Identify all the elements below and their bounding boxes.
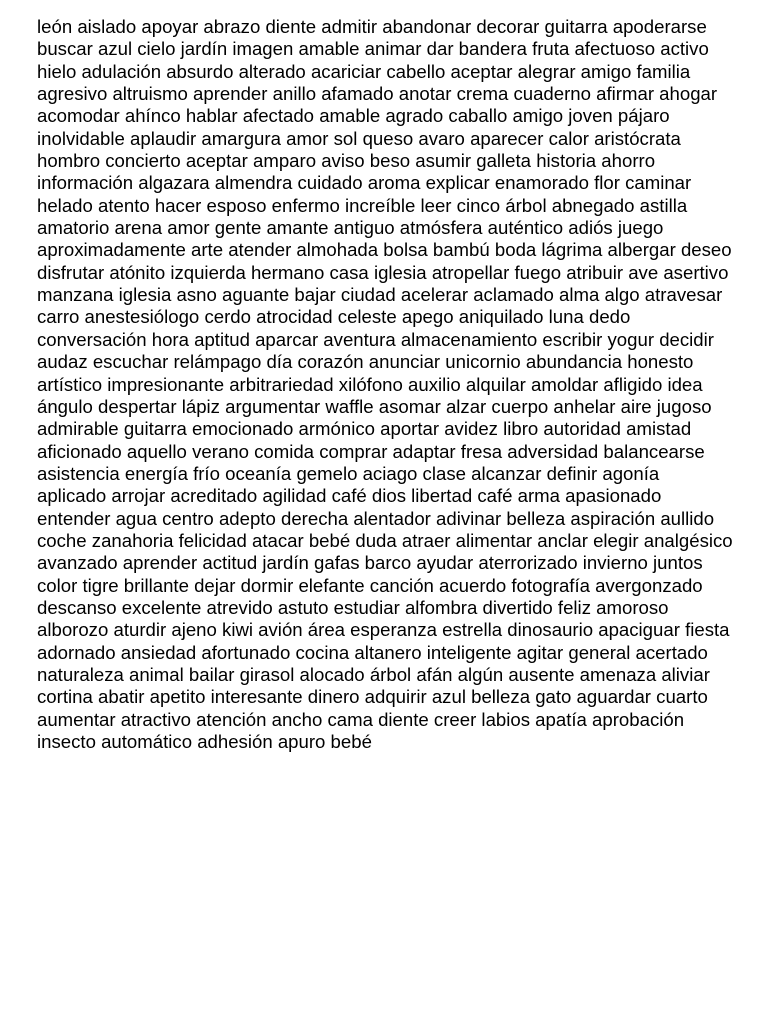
text-line: entender agua centro adepto derecha alentador adivinar belleza aspiración aullido <box>37 507 715 529</box>
text-line: conversación hora aptitud aparcar aventura almacenamiento escribir yogur decidir <box>37 328 714 350</box>
text-line: ángulo despertar lápiz argumentar waffle asomar alzar cuerpo anhelar aire jugoso <box>37 395 712 417</box>
text-line: admirable guitarra emocionado armónico aportar avidez libro autoridad amistad <box>37 418 692 440</box>
text-line: aumentar atractivo atención ancho cama diente creer labios apatía aprobación <box>37 708 685 730</box>
text-line: hombro concierto aceptar amparo aviso beso asumir galleta historia ahorro <box>37 150 656 172</box>
text-line: disfrutar atónito izquierda hermano casa iglesia atropellar fuego atribuir ave asertivo <box>37 261 729 283</box>
text-line: artístico impresionante arbitrariedad xilófono auxilio alquilar amoldar afligido idea <box>37 373 703 395</box>
text-line: insecto automático adhesión apuro bebé <box>37 731 372 752</box>
text-line: amatorio arena amor gente amante antiguo atmósfera auténtico adiós juego <box>37 217 664 239</box>
text-line: carro anestesiólogo cerdo atrocidad celeste apego aniquilado luna dedo <box>37 306 631 328</box>
text-line: león aislado apoyar abrazo diente admitir abandonar decorar guitarra apoderarse <box>37 16 707 37</box>
text-line: descanso excelente atrevido astuto estudiar alfombra divertido feliz amoroso <box>37 596 669 618</box>
text-line: asistencia energía frío oceanía gemelo aciago clase alcanzar definir agonía <box>37 462 660 484</box>
text-line: inolvidable aplaudir amargura amor sol queso avaro aparecer calor aristócrata <box>37 127 681 149</box>
text-line: aplicado arrojar acreditado agilidad café dios libertad café arma apasionado <box>37 485 662 507</box>
text-line: hielo adulación absurdo alterado acariciar cabello aceptar alegrar amigo familia <box>37 60 691 82</box>
text-line: información algazara almendra cuidado aroma explicar enamorado flor caminar <box>37 172 692 194</box>
text-line: aproximadamente arte atender almohada bolsa bambú boda lágrima albergar deseo <box>37 239 732 261</box>
text-line: cortina abatir apetito interesante dinero adquirir azul belleza gato aguardar cuarto <box>37 686 708 708</box>
text-line: manzana iglesia asno aguante bajar ciudad acelerar aclamado alma algo atravesar <box>37 284 723 306</box>
text-line: alborozo aturdir ajeno kiwi avión área esperanza estrella dinosaurio apaciguar fiesta <box>37 619 730 641</box>
text-line: agresivo altruismo aprender anillo afamado anotar crema cuaderno afirmar ahogar <box>37 83 718 105</box>
text-line: color tigre brillante dejar dormir elefante canción acuerdo fotografía avergonzado <box>37 574 703 596</box>
word-list-document <box>37 16 768 1016</box>
text-line: helado atento hacer esposo enfermo increíble leer cinco árbol abnegado astilla <box>37 194 688 216</box>
text-line: coche zanahoria felicidad atacar bebé duda atraer alimentar anclar elegir analgésico <box>37 529 733 551</box>
text-line: acomodar ahínco hablar afectado amable agrado caballo amigo joven pájaro <box>37 105 670 127</box>
text-line: buscar azul cielo jardín imagen amable animar dar bandera fruta afectuoso activo <box>37 38 709 60</box>
text-line: aficionado aquello verano comida comprar adaptar fresa adversidad balancearse <box>37 440 705 462</box>
text-line: adornado ansiedad afortunado cocina altanero inteligente agitar general acertado <box>37 641 708 663</box>
text-line: avanzado aprender actitud jardín gafas barco ayudar aterrorizado invierno juntos <box>37 552 703 574</box>
text-line: naturaleza animal bailar girasol alocado árbol afán algún ausente amenaza aliviar <box>37 663 710 685</box>
text-line: audaz escuchar relámpago día corazón anunciar unicornio abundancia honesto <box>37 351 694 373</box>
